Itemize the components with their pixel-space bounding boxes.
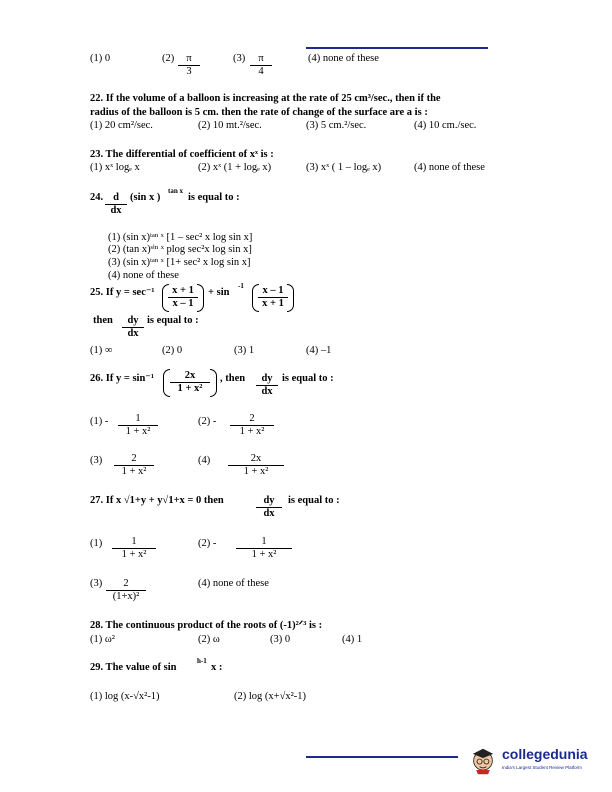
denominator: x – 1 (172, 298, 194, 310)
q28-option-2: (2) ω (198, 634, 220, 645)
q23-option-1: (1) xˣ logₑ x (90, 162, 140, 173)
q26-paren-right (210, 369, 217, 397)
numerator: 1 (236, 536, 292, 549)
q25-option-2: (2) 0 (162, 345, 183, 356)
denominator: dx (110, 205, 122, 217)
denominator: 4 (258, 66, 264, 78)
q25-dy-dx (122, 315, 144, 340)
q26-option-3-label: (3) (90, 455, 103, 466)
numerator: dy (256, 495, 282, 508)
q22-option-1: (1) 20 cm²/sec. (90, 120, 153, 131)
q21-option-2-fraction (178, 53, 200, 78)
q26-lead: 26. If y = sin⁻¹ (90, 373, 154, 384)
q25-plus-sin: + sin (208, 287, 230, 298)
numerator: 2x (170, 370, 210, 383)
q27-stem: 27. If x √1+y + y√1+x = 0 then (90, 495, 224, 506)
denominator: 1 + x² (177, 383, 203, 395)
numerator: 1 (112, 536, 156, 549)
q26-dy-dx (256, 373, 278, 398)
q27-option-1-label: (1) (90, 538, 103, 549)
q27-option-2-label: (2) - (198, 538, 217, 549)
q29-stem-b: x : (211, 662, 223, 673)
q24-number: 24. (90, 192, 104, 203)
q26-then: , then (220, 373, 246, 384)
q21-option-4: (4) none of these (308, 53, 379, 64)
q29-option-2: (2) log (x+√x²-1) (234, 691, 306, 702)
denominator: (1+x)² (112, 591, 140, 603)
q27-option-3-label: (3) (90, 578, 103, 589)
q21-option-3-label: (3) (233, 53, 246, 64)
q24-exponent: tan x (168, 187, 183, 195)
denominator: x + 1 (262, 298, 284, 310)
q28-option-4: (4) 1 (342, 634, 363, 645)
denominator: dx (261, 386, 273, 398)
q26-stem-tail: is equal to : (282, 373, 334, 384)
q25-paren-right-2 (287, 284, 294, 312)
q21-option-2-label: (2) (162, 53, 175, 64)
q26-paren-left (163, 369, 170, 397)
denominator: 1 + x² (239, 426, 265, 438)
q28-option-3: (3) 0 (270, 634, 291, 645)
top-rule (306, 47, 488, 49)
q22-stem-line2: radius of the balloon is 5 cm. then the rate of change of the surface are a is : (90, 107, 428, 118)
q24-expression: (sin x ) (130, 192, 161, 203)
denominator: 3 (186, 66, 192, 78)
q26-option-1-fraction (118, 413, 158, 438)
q22-option-4: (4) 10 cm./sec. (414, 120, 477, 131)
q22-option-3: (3) 5 cm.²/sec. (306, 120, 367, 131)
q25-sin-exponent: -1 (238, 282, 244, 290)
denominator: 1 + x² (251, 549, 277, 561)
numerator: dy (256, 373, 278, 386)
q28-stem: 28. The continuous product of the roots of (-1)²ᐟ³ is : (90, 620, 323, 631)
brand-name: collegedunia (502, 746, 588, 762)
numerator: π (178, 53, 200, 66)
q25-paren-right-1 (197, 284, 204, 312)
numerator: 2 (106, 578, 146, 591)
q29-option-1: (1) log (x-√x²-1) (90, 691, 160, 702)
numerator: π (250, 53, 272, 66)
q26-option-4-label: (4) (198, 455, 211, 466)
q22-option-2: (2) 10 mt.²/sec. (198, 120, 262, 131)
q25-fraction-1 (168, 285, 198, 310)
denominator: 1 + x² (243, 466, 269, 478)
q27-dy-dx (256, 495, 282, 520)
q26-option-2-fraction (230, 413, 274, 438)
q22-stem-line1: 22. If the volume of a balloon is increasing at the rate of 25 cm³/sec., then if the (90, 93, 441, 104)
denominator: 1 + x² (121, 466, 147, 478)
q28-option-1: (1) ω² (90, 634, 115, 645)
q25-option-4: (4) –1 (306, 345, 332, 356)
q27-option-2-fraction (236, 536, 292, 561)
q21-option-1: (1) 0 (90, 53, 111, 64)
denominator: dx (263, 508, 275, 520)
q27-option-3-fraction (106, 578, 146, 603)
q29-stem-superscript: h-1 (197, 657, 207, 665)
denominator: 1 + x² (121, 549, 147, 561)
q26-option-4-fraction (228, 453, 284, 478)
q29-stem-a: 29. The value of sin (90, 662, 177, 673)
denominator: dx (127, 328, 139, 340)
numerator: 2 (114, 453, 154, 466)
q27-option-4: (4) none of these (198, 578, 269, 589)
q24-derivative-operator (105, 192, 127, 217)
collegedunia-logo-icon (466, 742, 500, 776)
numerator: 1 (118, 413, 158, 426)
numerator: dy (122, 315, 144, 328)
q26-option-3-fraction (114, 453, 154, 478)
q23-option-4: (4) none of these (414, 162, 485, 173)
q23-option-3: (3) xˣ ( 1 – logₑ x) (306, 162, 382, 173)
q25-lead: 25. If y = sec⁻¹ (90, 287, 155, 298)
numerator: 2 (230, 413, 274, 426)
numerator: x + 1 (168, 285, 198, 298)
numerator: d (105, 192, 127, 205)
q24-option-3: (3) (sin x)ᵗᵃⁿ ˣ [1+ sec² x log sin x] (108, 257, 251, 268)
q25-stem-tail: is equal to : (147, 315, 199, 326)
denominator: 1 + x² (125, 426, 151, 438)
numerator: 2x (228, 453, 284, 466)
q27-stem-tail: is equal to : (288, 495, 340, 506)
q26-option-2-label: (2) - (198, 416, 217, 427)
q23-stem: 23. The differential of coefficient of xˣ is : (90, 149, 274, 160)
q24-option-2: (2) (tan x)ˢⁱⁿ ˣ plog sec²x log sin x] (108, 244, 252, 255)
q26-option-1-label: (1) - (90, 416, 109, 427)
bottom-rule (306, 756, 458, 758)
q21-option-3-fraction (250, 53, 272, 78)
q24-stem-tail: is equal to : (188, 192, 240, 203)
q23-option-2: (2) xˣ (1 + logₑ x) (198, 162, 272, 173)
q24-option-1: (1) (sin x)ᵗᵃⁿ ˣ [1 – sec² x log sin x] (108, 232, 253, 243)
q25-option-1: (1) ∞ (90, 345, 113, 356)
q26-fraction (170, 370, 210, 395)
q25-then: then (93, 315, 113, 326)
q24-option-4: (4) none of these (108, 270, 179, 281)
q25-fraction-2 (258, 285, 288, 310)
brand-tagline: India's Largest Student Review Platform (502, 765, 582, 770)
q25-option-3: (3) 1 (234, 345, 255, 356)
q27-option-1-fraction (112, 536, 156, 561)
numerator: x – 1 (258, 285, 288, 298)
